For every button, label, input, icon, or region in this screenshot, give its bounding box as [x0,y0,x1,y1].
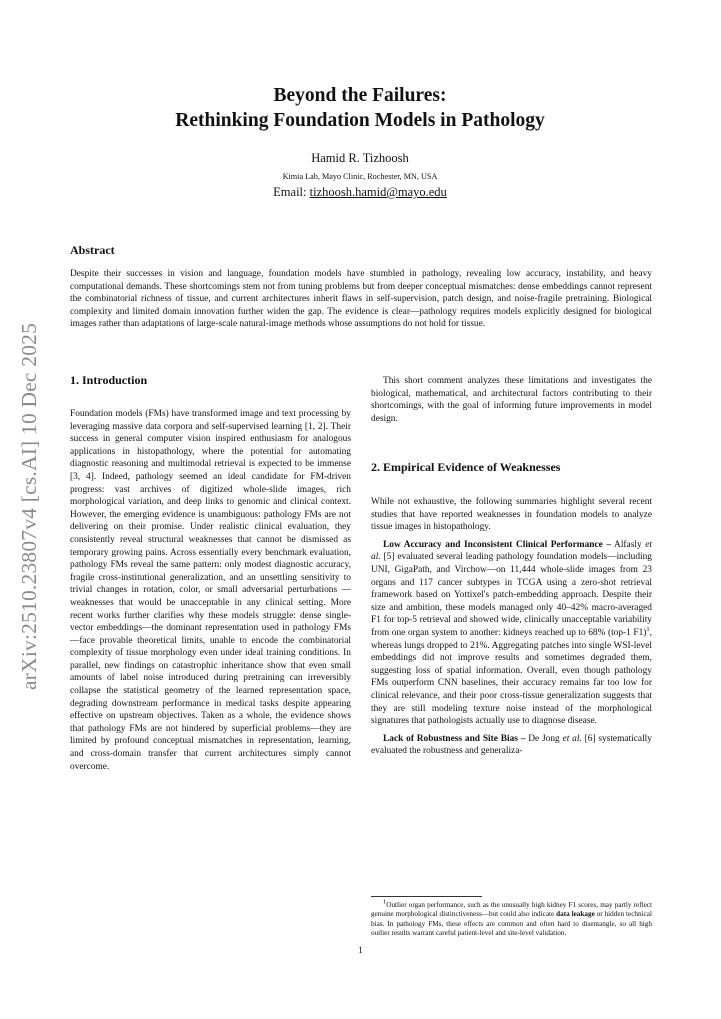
evidence-body [371,496,652,758]
right-column-intro [371,375,652,425]
intro-continuation: This short comment analyzes these limitations and investigates the biological, mathematical, and architectural factors contributing to their shortcomings, with the goal of informing future improvements in model design. [371,376,652,424]
page-number: 1 [358,946,363,956]
email-link[interactable]: tizhoosh.hamid@mayo.edu [309,185,447,199]
title-line-2: Rethinking Foundation Models in Pathology [175,110,545,131]
author-affiliation: Kimia Lab, Mayo Clinic, Rochester, MN, USA [282,172,438,181]
footnote: $^1$Outlier organ performance, such as the unusually high kidney F1 scores, may partly reflect genuine morphological distinctiveness—but could also indicate data leakage or hidden technical bias. In pathology FMs, these effects are common and often hard to disentangle, so all high outlier results warrant careful patient-level and site-level validation. [371,898,652,937]
section-heading-evidence: 2. Empirical Evidence of Weaknesses [371,460,561,474]
paper-title [120,83,600,133]
paragraph-lead: Lack of Robustness and Site Bias – [383,733,526,744]
intro-paragraph: Foundation models (FMs) have transformed image and text processing by leveraging massive data corpora and self-supervised learning [1, 2]. Their success in general computer vision inspired enthusiasm for analogous applications in histopathology, where the potential for automating diagnostic reasoning and multimodal retrieval is expected to be immense [3, 4]. Indeed, pathology seemed an ideal candidate for FM-driven progress: vast archives of digitized whole-slide images, rich morphological variation, and deep links to genomic and clinical context. However, the emerging evidence is unambiguous: pathology FMs are not delivering on their promise. Under realistic clinical evaluation, they consistently reveal structural weaknesses that cannot be dismissed as temporary growing pains. Across essentially every benchmark evaluation, pathology FMs reveal the same pattern: only modest diagnostic accuracy, fragile cross-institutional generalization, and an unsettling sensitivity to trivial changes in rotation, color, or small adversarial perturbations — weaknesses that would be unacceptable in any clinical setting. More recent works further clarifies why these models struggle: dense single-vector embeddings—the dominant representation used in pathology FMs—face provable theoretical limits, unable to encode the combinatorial complexity of tissue morphology even under ideal training conditions. In parallel, new findings on catastrophic inheritance show that even small amounts of label noise introduced during pretraining can irreversibly collapse the statistical geometry of the learned representation space, degrading downstream performance in medical tasks despite appearing effective on upstream objectives. Taken as a whole, the evidence shows that pathology FMs are not hindered by superficial problems—they are limited by profound conceptual mismatches in representation, learning, and cross-domain transfer that current architectures simply cannot overcome. [70,409,351,772]
introduction-body [70,408,351,773]
footnote-mark: 1 [383,898,387,906]
paragraph-low-accuracy: Low Accuracy and Inconsistent Clinical Performance – Alfasly et al. [5] evaluated several leading pathology foundation models—including UNI, GigaPath, and Virchow—on 11,444 whole-slide images from 23 organs and 117 cancer subtypes in TCGA using a zero-shot retrieval framework based on Yottixel's patch-embedding approach. Despite their size and ambition, these models managed only 40–42% macro-averaged F1 for top-5 retrieval and showed wide, clinically unacceptable variability from one organ system to another: kidneys reached up to 68% (top-1 F1)$^1$, whereas lungs dropped to 21%. Aggregating patches into single WSI-level embeddings did not improve results and sometimes degraded them, suggesting loss of spatial information. Overall, even though pathology FMs outperform CNN baselines, their accuracy remains far too low for clinical relevance, and their poor cross-tissue generalization suggests that they are still modeling texture noise instead of the morphological signatures that pathologists actually use to diagnose disease. [371,539,652,727]
evidence-intro: While not exhaustive, the following summaries highlight several recent studies that have reported weaknesses in foundation models to analyze tissue images in histopathology. [371,497,652,533]
arxiv-side-stamp: arXiv:2510.23807v4 [cs.AI] 10 Dec 2025 [17,322,41,690]
footnote-rule [371,896,482,897]
author-email [120,185,600,200]
abstract-heading: Abstract [70,243,115,257]
paragraph-robustness: Lack of Robustness and Site Bias – De Jong et al. [6] systematically evaluated the robustness and generaliza- [371,733,652,757]
abstract-body: Despite their successes in vision and language, foundation models have stumbled in pathology, revealing low accuracy, instability, and heavy computational demands. These shortcomings stem not from tuning problems but from deeper conceptual mismatches: dense embeddings cannot represent the combinatorial richness of tissue, and current architectures inherit flaws in self-supervision, patch design, and noise-fragile pretraining. Biological complexity and limited domain innovation further widen the gap. The evidence is clear—pathology requires models explicitly designed for biological images rather than adaptations of large-scale natural-image methods whose assumptions do not hold for tissue. [70,269,652,330]
footnote-ref[interactable]: 1 [646,625,650,633]
section-heading-introduction: 1. Introduction [70,373,148,387]
title-line-1: Beyond the Failures: [273,85,447,106]
author-name: Hamid R. Tizhoosh [311,151,409,165]
paragraph-lead: Low Accuracy and Inconsistent Clinical Performance – [383,539,612,550]
email-label: Email: [273,185,310,199]
